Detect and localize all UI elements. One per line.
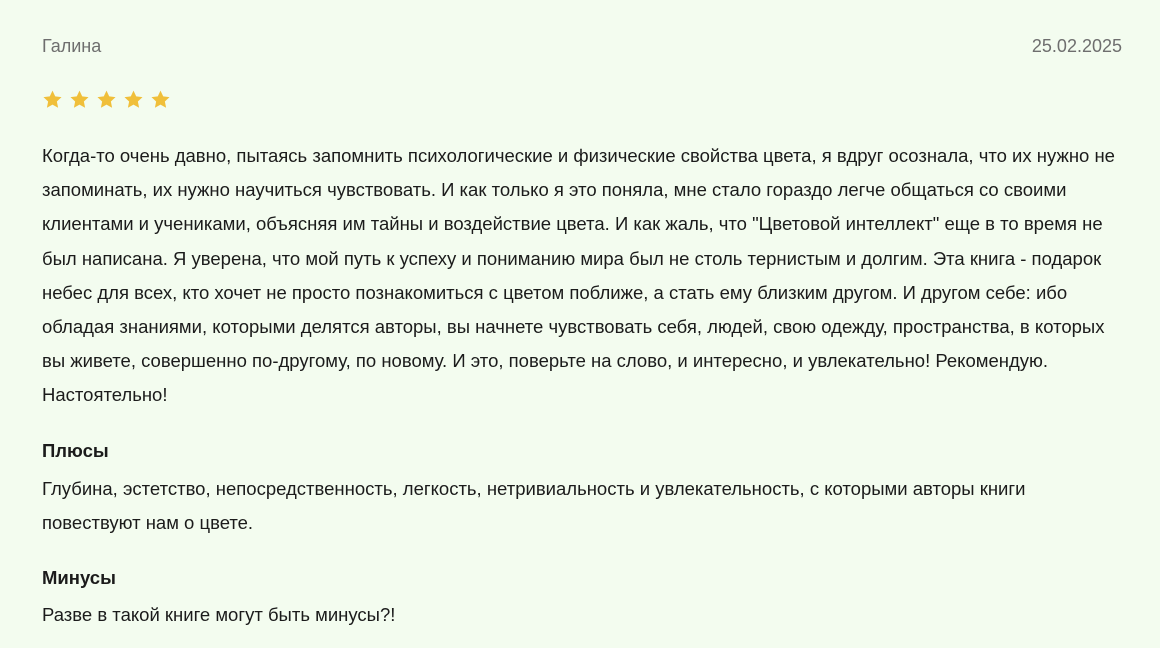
star-icon bbox=[96, 89, 117, 110]
review-author: Галина bbox=[42, 36, 102, 56]
star-rating bbox=[42, 89, 171, 110]
cons-text: Разве в такой книге могут быть минусы?! bbox=[42, 604, 396, 625]
review-header bbox=[42, 35, 1122, 57]
star-icon bbox=[69, 89, 90, 110]
pros-text: Глубина, эстетство, непосредственность, легкость, нетривиальность и увлекательность, с которыми авторы книги повествуют нам о цвете. bbox=[42, 478, 1026, 534]
review-date: 25.02.2025 bbox=[1031, 36, 1122, 56]
pros-title: Плюсы bbox=[42, 440, 109, 461]
star-icon bbox=[150, 89, 171, 110]
star-icon bbox=[123, 89, 144, 110]
review-text: Когда-то очень давно, пытаясь запомнить психологические и физические свойства цвета, я вдруг осознала, что их нужно не запоминать, их нужно научиться чувствовать. И как только я это поняла, мне стало гораздо легче общаться со своими клиентами и учениками, объясняя им тайны и воздействие цвета. И как жаль, что "Цветовой интеллект" еще в то время не был написана. Я уверена, что мой путь к успеху и пониманию мира был не столь тернистым и долгим. Эта книга - подарок небес для всех, кто хочет не просто познакомиться с цветом поближе, а стать ему близким другом. И другом себе: ибо обладая знаниями, которыми делятся авторы, вы начнете чувствовать себя, людей, свою одежду, пространства, в которых вы живете, совершенно по-другому, по новому. И это, поверьте на слово, и интересно, и увлекательно! Рекомендую. Настоятельно! bbox=[42, 145, 1115, 406]
star-icon bbox=[42, 89, 63, 110]
cons-title: Минусы bbox=[42, 567, 116, 588]
